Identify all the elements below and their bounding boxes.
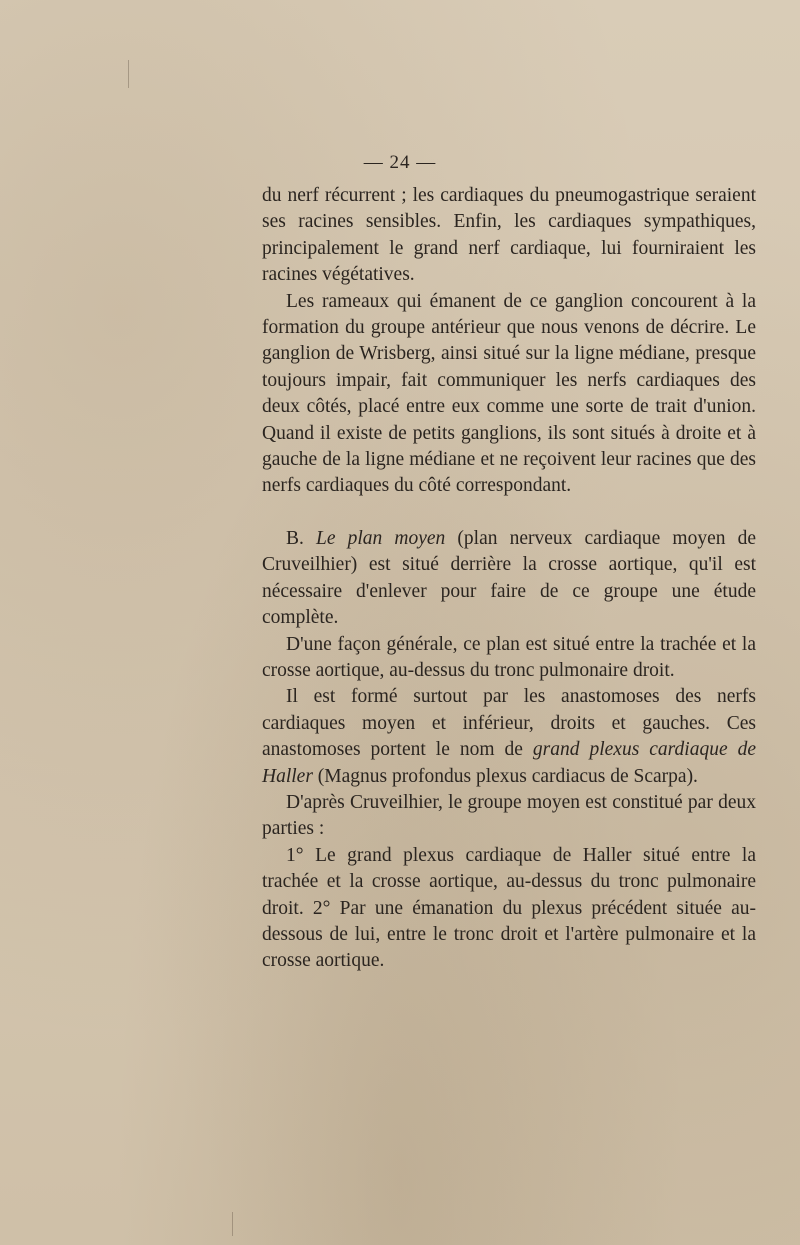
paragraph-4: D'une façon générale, ce plan est situé entre la trachée et la crosse aortique, au-dessus du tronc pulmonaire droit. (262, 633, 756, 681)
section-label: B. (286, 527, 316, 549)
paragraph-3 (262, 526, 756, 632)
paragraph-6: D'après Cruveilhier, le groupe moyen est constitué par deux parties : (262, 791, 756, 840)
paper-mark (232, 1212, 233, 1236)
page-number: — 24 — (363, 152, 437, 173)
section-gap (262, 500, 756, 526)
paragraph-5 (262, 684, 756, 790)
paragraph-5-text: Il est formé surtout par les anastomoses des nerfs cardiaques moyen et inférieur, droits et gauches. Ces anastomoses portent le nom de (262, 686, 756, 761)
paragraph-1: du nerf récurrent ; les cardiaques du pneumogastrique seraient ses racines sensibles. Enfin, les cardiaques sympathiques, principalement le grand nerf cardiaque, lui fourniraient les racines végétatives. (262, 185, 756, 286)
paragraph-7: 1° Le grand plexus cardiaque de Haller situé entre la trachée et la crosse aortique, au-dessus du tronc pulmonaire droit. 2° Par une émanation du plexus précédent située au-dessous de lui, entre le tronc droit et l'artère pulmonaire et la crosse aortique. (262, 844, 756, 972)
paragraph-5-rest: (Magnus profondus plexus cardiacus de Scarpa). (312, 765, 698, 787)
paragraph-3-text: (plan nerveux cardiaque moyen de Cruveilhier) est situé derrière la crosse aortique, qu'il est nécessaire d'enlever pour faire de ce groupe une étude complète. (262, 527, 756, 629)
paragraph-2: Les rameaux qui émanent de ce ganglion concourent à la formation du groupe antérieur que nous venons de décrire. Le ganglion de Wrisberg, ainsi situé sur la ligne médiane, presque toujours impair, fait communiquer les nerfs cardiaques des deux côtés, placé entre eux comme une sorte de trait d'union. Quand il existe de petits ganglions, ils sont situés à droite et à gauche de la ligne médiane et ne reçoivent leur racines que des nerfs cardiaques du côté correspondant. (262, 290, 756, 497)
plexus-name: grand plexus cardiaque de Haller (262, 739, 757, 787)
paper-mark (128, 60, 129, 88)
section-title: Le plan moyen (316, 527, 446, 549)
body-text (262, 183, 756, 975)
